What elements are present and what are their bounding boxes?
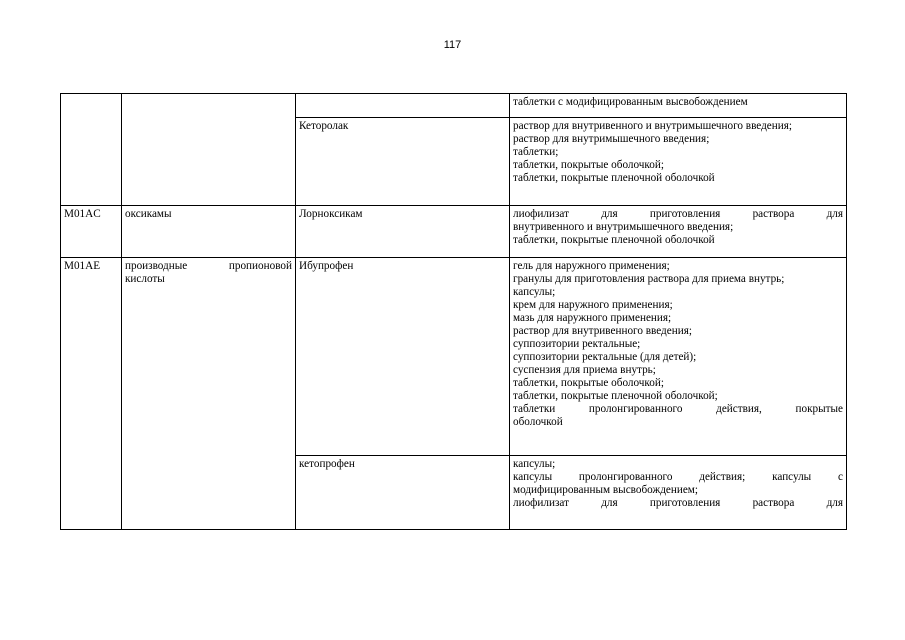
forms-line: лиофилизат для приготовления раствора для (513, 208, 843, 220)
forms-line: модифицированным высвобождением; (513, 484, 698, 496)
dosage-forms-cell (510, 118, 847, 206)
drug-table (60, 93, 847, 530)
forms-line: капсулы; (513, 286, 556, 298)
forms-line: гранулы для приготовления раствора для приема внутрь; (513, 273, 785, 285)
dosage-forms-cell (510, 94, 847, 118)
forms-line: суппозитории ректальные (для детей); (513, 351, 697, 363)
forms-line: гель для наружного применения; (513, 260, 670, 272)
forms-line: таблетки, покрытые оболочкой; (513, 377, 664, 389)
atc-code-cell: M01AE (61, 258, 122, 530)
forms-line: таблетки, покрытые оболочкой; (513, 159, 664, 171)
forms-line: капсулы; (513, 458, 556, 470)
group-line: оксикамы (125, 208, 172, 220)
atc-code-cell (61, 94, 122, 206)
table-row (61, 94, 847, 118)
group-cell (122, 206, 296, 258)
forms-line: оболочкой (513, 416, 563, 428)
drug-name-cell (296, 94, 510, 118)
forms-line: крем для наружного применения; (513, 299, 673, 311)
dosage-forms-cell (510, 456, 847, 530)
table-row (61, 206, 847, 258)
forms-line: суппозитории ректальные; (513, 338, 641, 350)
drug-name-cell: кетопрофен (296, 456, 510, 530)
forms-line: таблетки, покрытые пленочной оболочкой; (513, 390, 718, 402)
forms-line: таблетки с модифицированным высвобождением (513, 96, 748, 108)
forms-line: раствор для внутривенного и внутримышечного введения; (513, 120, 793, 132)
forms-line: таблетки пролонгированного действия, покрытые (513, 403, 843, 415)
forms-line: таблетки; (513, 146, 559, 158)
forms-line: капсулы пролонгированного действия; капсулы с (513, 471, 843, 483)
forms-line: суспензия для приема внутрь; (513, 364, 656, 376)
page-number: 117 (443, 39, 462, 51)
drug-name-cell: Лорноксикам (296, 206, 510, 258)
forms-line: таблетки, покрытые пленочной оболочкой (513, 172, 715, 184)
forms-line: раствор для внутримышечного введения; (513, 133, 710, 145)
drug-name-cell: Ибупрофен (296, 258, 510, 456)
forms-line: раствор для внутривенного введения; (513, 325, 692, 337)
forms-line: внутривенного и внутримышечного введения; (513, 221, 734, 233)
atc-code-cell: M01AC (61, 206, 122, 258)
group-line: кислоты (125, 273, 165, 285)
group-cell (122, 94, 296, 206)
group-cell (122, 258, 296, 530)
forms-line: таблетки, покрытые пленочной оболочкой (513, 234, 715, 246)
dosage-forms-cell (510, 258, 847, 456)
group-line: производные пропионовой (125, 260, 292, 272)
table-row (61, 258, 847, 456)
forms-line: лиофилизат для приготовления раствора для (513, 497, 843, 509)
forms-line: мазь для наружного применения; (513, 312, 672, 324)
drug-name-cell: Кеторолак (296, 118, 510, 206)
dosage-forms-cell (510, 206, 847, 258)
